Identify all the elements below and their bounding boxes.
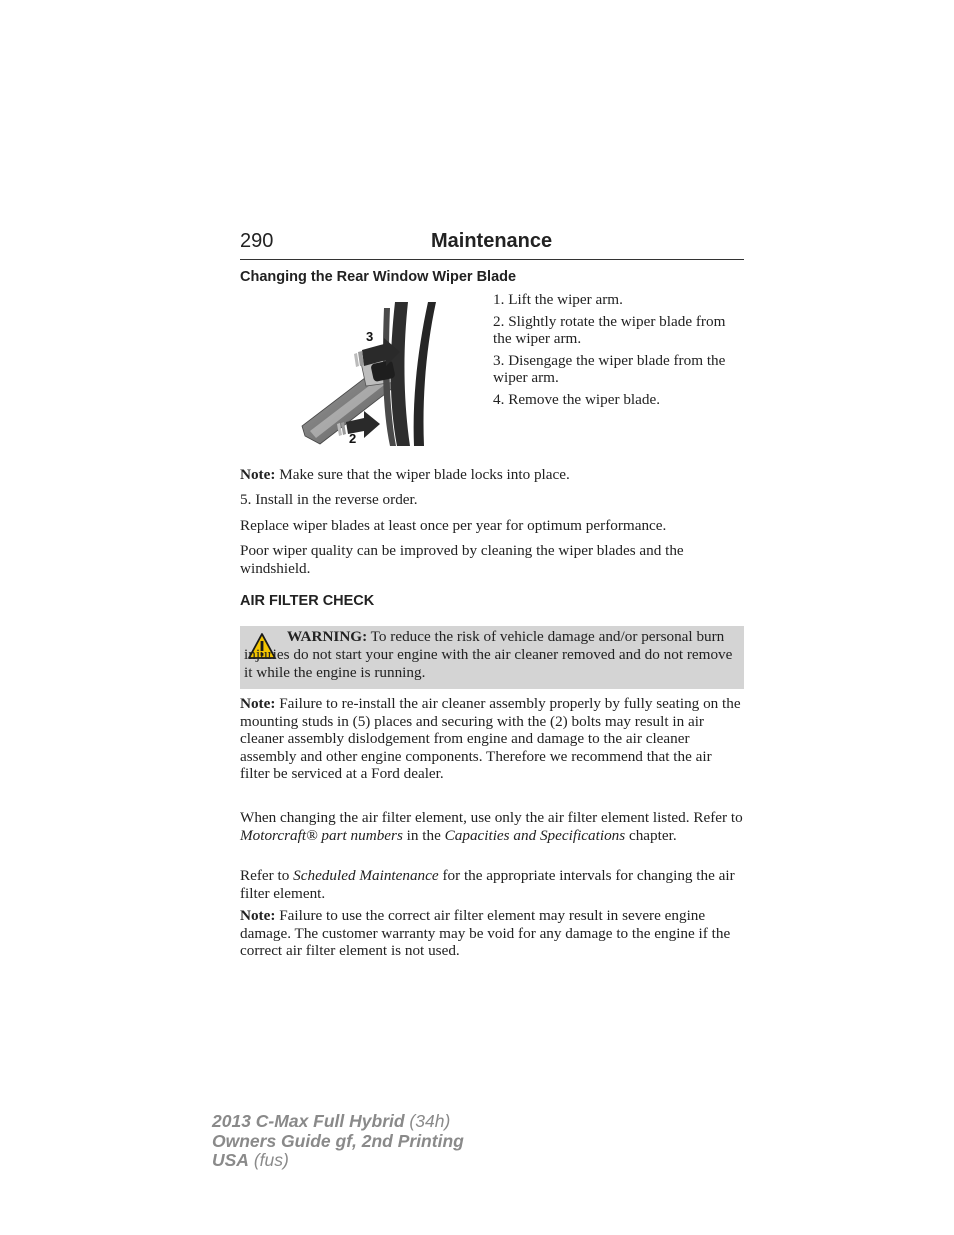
warning-box [240,626,744,689]
wiper-step: 4. Remove the wiper blade. [493,391,661,408]
reference-capacities: Capacities and Specifications [444,826,626,844]
wiper-section-heading: Changing the Rear Window Wiper Blade [240,269,517,285]
air-filter-note [240,695,744,783]
reference-motorcraft: Motorcraft® part numbers [240,826,403,844]
wiper-note [240,466,744,484]
wiper-blade-illustration [300,298,438,448]
text: chapter. [625,826,677,844]
footer-edition: Owners Guide gf, 2nd Printing [212,1130,464,1151]
air-filter-note [240,907,744,960]
note-text: Failure to use the correct air filter element may result in severe engine damage. The customer warranty may be void for any damage to the engine if the correct air filter element is not used. [240,907,731,960]
wiper-step: 1. Lift the wiper arm. [493,291,623,308]
document-footer [212,1112,464,1171]
warning-text [244,628,742,683]
wiper-step: 3. Disengage the wiper blade from the wiper arm. [493,352,726,386]
footer-model: 2013 C-Max Full Hybrid [212,1111,405,1131]
text: Refer to [240,867,294,884]
footer-line [212,1151,464,1171]
note-label: Note: [240,466,276,483]
figure-label-3: 3 [366,329,374,344]
footer-line [212,1112,464,1132]
page-number: 290 [240,230,274,252]
note-text: Make sure that the wiper blade locks into place. [275,466,570,483]
footer-code: (fus) [248,1150,289,1170]
text: for the appropriate intervals for changing the air filter element. [240,867,735,902]
section-title: Maintenance [431,230,553,252]
warning-body: To reduce the risk of vehicle damage and/or personal burn injuries do not start your engine with the air cleaner removed and do not remove it while the engine is running. [244,628,733,682]
air-filter-paragraph [240,809,744,844]
air-filter-paragraph [240,867,744,902]
air-filter-heading: AIR FILTER CHECK [240,593,375,609]
warning-label: WARNING: [287,628,368,645]
note-text: Failure to re-install the air cleaner assembly properly by fully seating on the mounting studs in (5) places and securing with the (2) bolts may result in air cleaner assembly dislodgement from engine and damage to the air cleaner assembly and other engine components. Therefore we recommend that the air filter be serviced at a Ford dealer. [240,695,741,783]
text: in the [402,826,445,844]
footer-market: USA [212,1150,249,1170]
wiper-step: 2. Slightly rotate the wiper blade from the wiper arm. [493,313,726,347]
footer-code: (34h) [404,1111,451,1131]
wiper-paragraph: Replace wiper blades at least once per year for optimum performance. [240,517,667,534]
figure-label-2: 2 [349,431,357,446]
note-label: Note: [240,695,276,712]
text: When changing the air filter element, use only the air filter element listed. Refer to [240,809,743,826]
reference-scheduled-maintenance: Scheduled Maintenance [293,867,439,884]
note-label: Note: [240,907,276,924]
footer-line [212,1132,464,1152]
wiper-step-5: 5. Install in the reverse order. [240,491,418,508]
wiper-paragraph: Poor wiper quality can be improved by cleaning the wiper blades and the windshield. [240,542,684,577]
page-header [240,229,744,260]
